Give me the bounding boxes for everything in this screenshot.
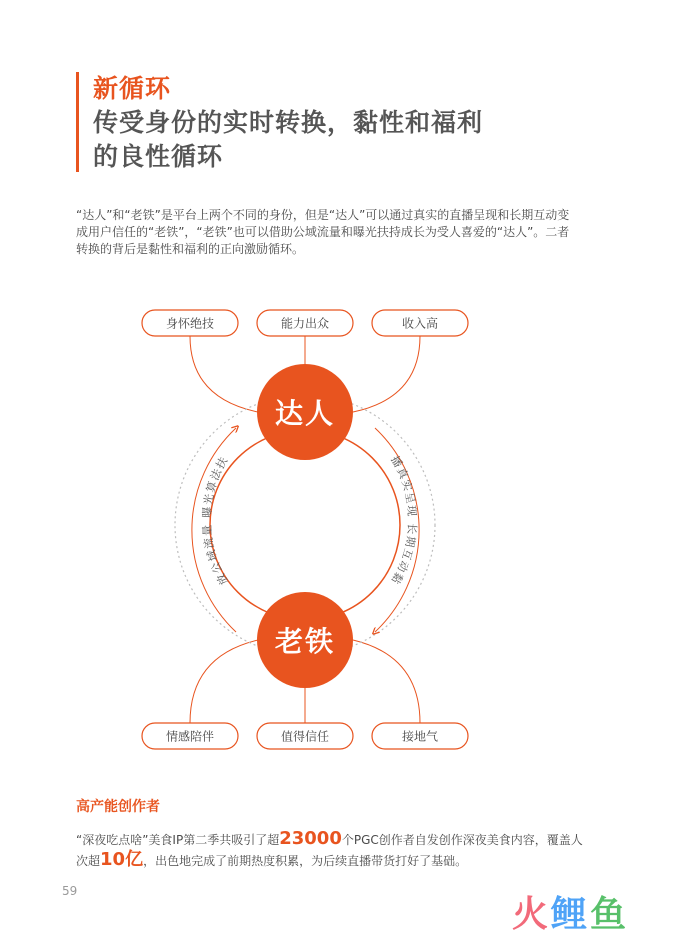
logo-part-1: 火 (512, 894, 552, 935)
right-arc-label: 播真实呈现 长期互动黏 (388, 453, 419, 588)
section-body-line-1 (76, 829, 606, 850)
connector-bottom-left (190, 640, 258, 723)
title-block (76, 72, 483, 172)
tag-bottom-3-label: 接地气 (401, 729, 439, 744)
node-daren-label: 达人 (274, 397, 336, 430)
brand-logo (512, 893, 629, 937)
tag-bottom-2 (257, 723, 353, 749)
title-accent: 新循环 (93, 74, 172, 103)
connector-top-right (353, 336, 420, 412)
intro-line-2: 成用户信任的“老铁”，“老铁”也可以借助公域流量和曝光扶持成长为受人喜爱的“达人”。二者 (76, 225, 570, 239)
intro-line-1: “达人”和“老铁”是平台上两个不同的身份，但是“达人”可以通过真实的直播呈现和长期互动变 (76, 208, 570, 222)
connector-top-left (190, 336, 258, 412)
highlight-number-views: 10亿 (100, 849, 144, 870)
section-text-b: 个PGC创作者自发创作深夜美食内容，覆盖人 (341, 833, 583, 847)
node-laotie (257, 592, 353, 688)
node-daren (257, 364, 353, 460)
tag-top-3-label: 收入高 (401, 316, 439, 331)
tag-bottom-2-label: 值得信任 (280, 729, 330, 744)
tag-top-1-label: 身怀绝技 (165, 316, 215, 331)
section-text-a: “深夜吃点啥”美食IP第二季共吸引了超 (76, 833, 280, 847)
tag-bottom-1 (142, 723, 238, 749)
logo-part-3: 鱼 (590, 894, 630, 935)
tag-top-1 (142, 310, 238, 336)
highlight-number-creators: 23000 (279, 828, 342, 849)
section-body (76, 829, 606, 871)
section-text-c: 次超 (76, 854, 101, 868)
title-line-1: 传受身份的实时转换，黏性和福利 (93, 108, 484, 137)
left-arc-label: 放公域流量 曝光算法扶 (200, 453, 231, 588)
tag-top-2-label: 能力出众 (280, 316, 330, 331)
section-text-d: ，出色地完成了前期热度积累，为后续直播带货打好了基础。 (143, 854, 468, 868)
section-heading: 高产能创作者 (76, 799, 160, 815)
page-number: 59 (62, 884, 78, 898)
intro-paragraph (76, 207, 616, 258)
title-line-2: 的良性循环 (93, 142, 224, 171)
section-body-line-2 (76, 850, 606, 871)
logo-part-2: 鲤 (551, 894, 591, 935)
circulation-diagram (0, 290, 680, 770)
tag-top-3 (372, 310, 468, 336)
left-arc-arrow (192, 428, 236, 632)
tag-top-2 (257, 310, 353, 336)
intro-line-3: 转换的背后是黏性和福利的正向激励循环。 (76, 242, 305, 256)
connector-bottom-right (353, 640, 420, 723)
node-laotie-label: 老铁 (274, 625, 336, 658)
tag-bottom-3 (372, 723, 468, 749)
tag-bottom-1-label: 情感陪伴 (165, 729, 215, 744)
